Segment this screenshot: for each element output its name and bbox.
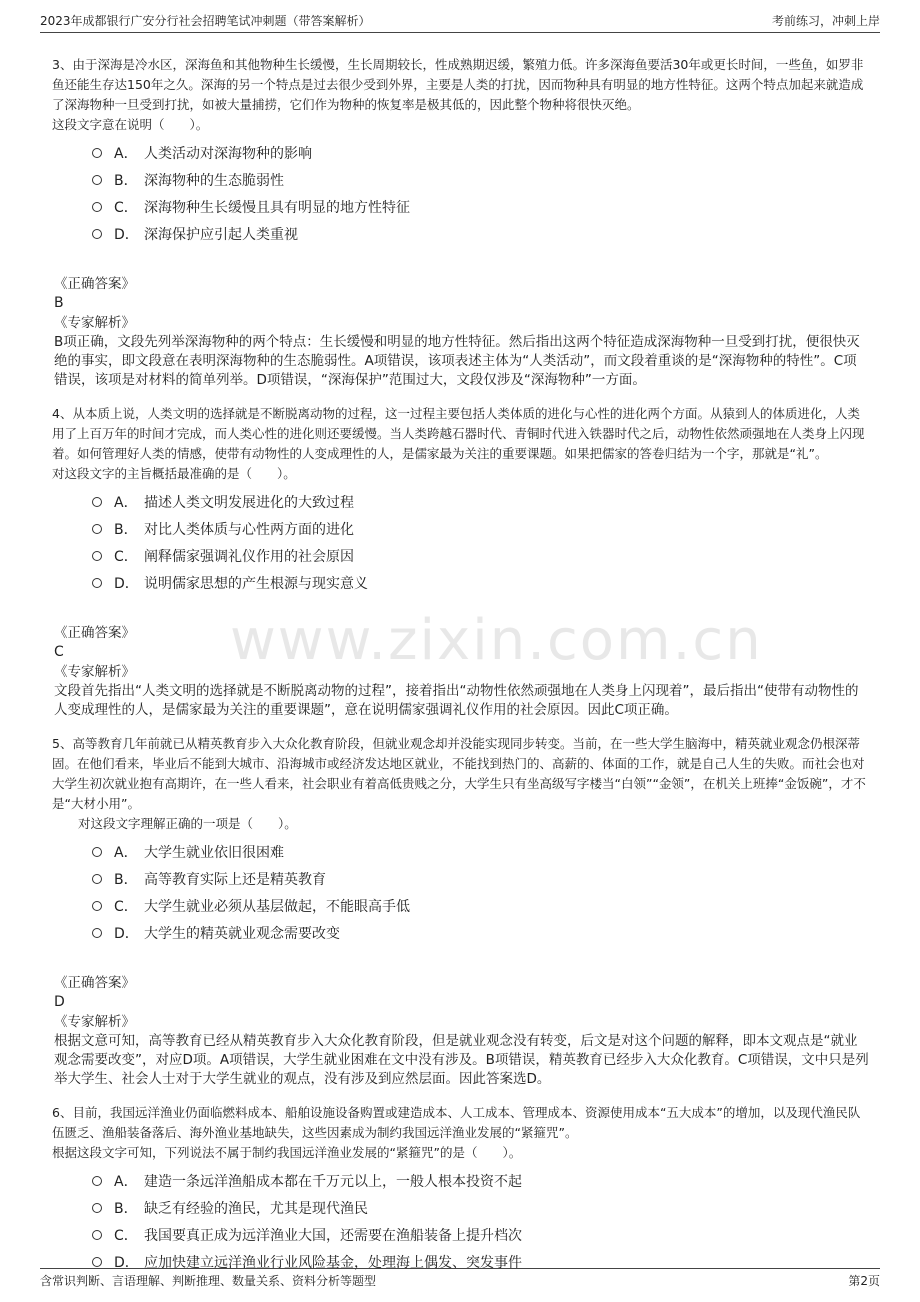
radio-icon[interactable] [92,1203,102,1213]
radio-icon[interactable] [92,551,102,561]
answer-value: C [54,644,64,660]
option-letter: B． [114,521,138,538]
option-c[interactable] [92,542,870,569]
option-text: 深海物种生长缓慢且具有明显的地方性特征 [144,199,410,216]
option-letter: A． [114,494,138,511]
option-text: 大学生的精英就业观念需要改变 [144,925,340,942]
document-title: 2023年成都银行广安分行社会招聘笔试冲刺题（带答案解析） [40,14,371,28]
option-letter: C． [114,199,138,216]
answer-label: 《正确答案》 [54,975,135,991]
footer-description: 含常识判断、言语理解、判断推理、数量关系、资料分析等题型 [40,1274,377,1288]
header-slogan: 考前练习，冲刺上岸 [771,14,880,28]
answer-label: 《正确答案》 [54,625,135,641]
page-header [40,10,880,33]
options-list [92,838,870,946]
option-text: 大学生就业依旧很困难 [144,844,284,861]
question-prompt: 对这段文字的主旨概括最准确的是（ ）。 [52,466,296,481]
page-number: 第2页 [848,1274,880,1288]
explanation-text: 根据文意可知，高等教育已经从精英教育步入大众化教育阶段，但是就业观念没有转变，后文是对这个问题的解释，即本文观点是“就业观念需要改变”，对应D项。A项错误，大学生就业困难在文中没有涉及。B项错误，精英教育已经步入大众化教育。C项错误，文中只是列举大学生、社会人士对于大学生就业的观点，没有涉及到应然层面。因此答案选D。 [54,1033,869,1087]
option-letter: A． [114,844,138,861]
radio-icon[interactable] [92,578,102,588]
radio-icon[interactable] [92,175,102,185]
options-list [92,139,870,247]
question-stem: 6、目前，我国远洋渔业仍面临燃料成本、船舶设施设备购置或建造成本、人工成本、管理成本、资源使用成本“五大成本”的增加，以及现代渔民队伍匮乏、渔船装备落后、海外渔业基地缺失，这些因素成为制约我国远洋渔业发展的“紧箍咒”。 [52,1105,861,1140]
option-letter: B． [114,1200,138,1217]
option-b[interactable] [92,865,870,892]
option-a[interactable] [92,838,870,865]
option-letter: D． [114,226,139,243]
question-prompt: 这段文字意在说明（ ）。 [52,117,209,132]
option-letter: D． [114,575,139,592]
question-3 [52,55,870,390]
option-c[interactable] [92,892,870,919]
option-text: 建造一条远洋渔船成本都在千万元以上，一般人根本投资不起 [144,1173,522,1190]
option-letter: C． [114,898,138,915]
radio-icon[interactable] [92,1176,102,1186]
question-list [52,55,870,1275]
option-letter: A． [114,1173,138,1190]
options-list [92,1167,870,1275]
radio-icon[interactable] [92,874,102,884]
option-text: 应加快建立远洋渔业行业风险基金，处理海上偶发、突发事件 [144,1254,522,1271]
explanation-label: 《专家解析》 [54,664,135,680]
radio-icon[interactable] [92,524,102,534]
option-d[interactable] [92,220,870,247]
option-text: 描述人类文明发展进化的大致过程 [144,494,354,511]
option-letter: A． [114,145,138,162]
question-4 [52,404,870,720]
option-a[interactable] [92,1167,870,1194]
answer-value: B [54,295,64,311]
option-letter: B． [114,871,138,888]
radio-icon[interactable] [92,901,102,911]
question-5 [52,734,870,1089]
question-stem: 3、由于深海是冷水区，深海鱼和其他物种生长缓慢，生长周期较长，性成熟期迟缓，繁殖力低。许多深海鱼要活30年或更长时间，一些鱼，如罗非鱼还能生存达150年之久。深海的另一个特点是过去很少受到外界，主要是人类的打扰，因而物种具有明显的地方性特征。这两个特点加起来就造成了深海物种一旦受到打扰，如被大量捕捞，它们作为物种的恢复率是极其低的，因此整个物种将很快灭绝。 [52,57,864,112]
option-c[interactable] [92,1221,870,1248]
option-letter: B． [114,172,138,189]
watermark: www.zixin.com.cn [230,608,763,673]
option-a[interactable] [92,488,870,515]
option-b[interactable] [92,166,870,193]
question-stem: 4、从本质上说，人类文明的选择就是不断脱离动物的过程，这一过程主要包括人类体质的进化与心性的进化两个方面。从猿到人的体质进化，人类用了上百万年的时间才完成，而人类心性的进化则还要缓慢。当人类跨越石器时代、青铜时代进入铁器时代之后，动物性依然顽强地在人类身上闪现着。如何管理好人类的情感，使带有动物性的人变成理性的人，是儒家最为关注的重要课题。如果把儒家的答卷归结为一个字，那就是“礼”。 [52,406,865,461]
option-text: 高等教育实际上还是精英教育 [144,871,326,888]
option-a[interactable] [92,139,870,166]
radio-icon[interactable] [92,847,102,857]
question-6 [52,1103,870,1275]
radio-icon[interactable] [92,148,102,158]
option-text: 对比人类体质与心性两方面的进化 [144,521,354,538]
answer-label: 《正确答案》 [54,276,135,292]
radio-icon[interactable] [92,202,102,212]
option-d[interactable] [92,569,870,596]
option-c[interactable] [92,193,870,220]
question-stem: 5、高等教育几年前就已从精英教育步入大众化教育阶段，但就业观念却并没能实现同步转变。当前，在一些大学生脑海中，精英就业观念仍根深蒂固。在他们看来，毕业后不能到大城市、沿海城市或经济发达地区就业，不能找到热门的、高薪的、体面的工作，就是自己人生的失败。而社会也对大学生初次就业抱有高期许，在一些人看来，社会职业有着高低贵贱之分，大学生只有坐高级写字楼当“白领”“金领”，在机关上班捧“金饭碗”，才不是“大材小用”。 [52,736,866,811]
explanation-text: 文段首先指出“人类文明的选择就是不断脱离动物的过程”，接着指出“动物性依然顽强地在人类身上闪现着”，最后指出“使带有动物性的人变成理性的人，是儒家最为关注的重要课题”，意在说明儒家强调礼仪作用的社会原因。因此C项正确。 [54,683,859,718]
option-text: 说明儒家思想的产生根源与现实意义 [144,575,368,592]
option-text: 我国要真正成为远洋渔业大国，还需要在渔船装备上提升档次 [144,1227,522,1244]
option-letter: C． [114,548,138,565]
option-letter: D． [114,1254,139,1271]
option-text: 大学生就业必须从基层做起，不能眼高手低 [144,898,410,915]
option-b[interactable] [92,1194,870,1221]
options-list [92,488,870,596]
option-b[interactable] [92,515,870,542]
option-d[interactable] [92,919,870,946]
radio-icon[interactable] [92,1257,102,1267]
option-text: 深海物种的生态脆弱性 [144,172,284,189]
explanation-label: 《专家解析》 [54,315,135,331]
radio-icon[interactable] [92,1230,102,1240]
option-letter: C． [114,1227,138,1244]
page-footer [40,1268,880,1293]
radio-icon[interactable] [92,229,102,239]
explanation-text: B项正确，文段先列举深海物种的两个特点：生长缓慢和明显的地方性特征。然后指出这两个特征造成深海物种一旦受到打扰，便很快灭绝的事实，即文段意在表明深海物种的生态脆弱性。A项错误，该项表述主体为“人类活动”，而文段着重谈的是“深海物种的特性”。C项错误，该项是对材料的简单列举。D项错误，“深海保护”范围过大，文段仅涉及“深海物种”一方面。 [54,334,860,388]
explanation-label: 《专家解析》 [54,1014,135,1030]
option-text: 阐释儒家强调礼仪作用的社会原因 [144,548,354,565]
option-text: 深海保护应引起人类重视 [144,226,298,243]
option-text: 人类活动对深海物种的影响 [144,145,312,162]
radio-icon[interactable] [92,928,102,938]
option-text: 缺乏有经验的渔民，尤其是现代渔民 [144,1200,368,1217]
option-letter: D． [114,925,139,942]
radio-icon[interactable] [92,497,102,507]
answer-value: D [54,994,65,1010]
question-prompt: 根据这段文字可知，下列说法不属于制约我国远洋渔业发展的“紧箍咒”的是（ ）。 [52,1145,522,1160]
question-prompt: 对这段文字理解正确的一项是（ ）。 [78,816,297,831]
